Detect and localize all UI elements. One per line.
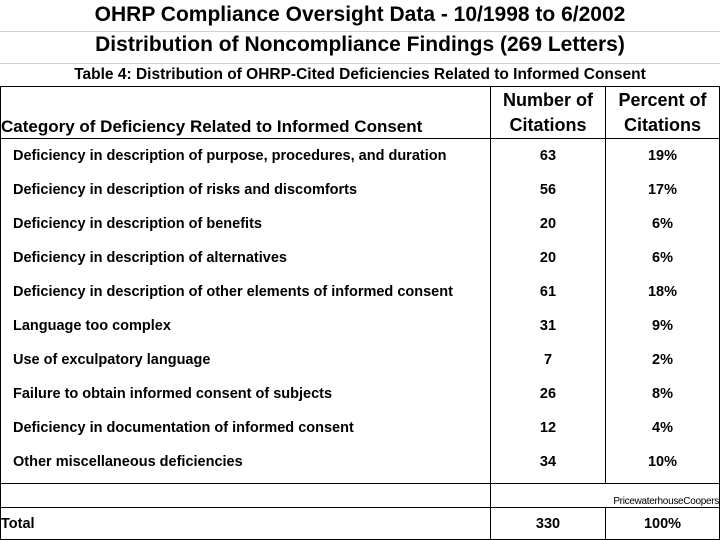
row-number: 31 <box>539 318 557 334</box>
table-header-row <box>1 87 720 139</box>
row-category: Deficiency in description of alternatives <box>13 250 287 266</box>
row-percent: 6% <box>652 216 673 232</box>
row-category: Use of exculpatory language <box>13 352 211 368</box>
source-credit: PricewaterhouseCoopers <box>491 484 720 508</box>
footnote-row <box>1 484 720 508</box>
header-number-line2: Citations <box>509 114 587 135</box>
total-number: 330 <box>491 508 606 540</box>
header-number-line1: Number of <box>503 89 593 110</box>
number-column <box>491 139 606 484</box>
row-percent: 18% <box>647 284 678 300</box>
total-label: Total <box>1 508 491 540</box>
row-percent: 19% <box>647 148 678 164</box>
row-number: 61 <box>539 284 557 300</box>
row-number: 26 <box>539 386 557 402</box>
row-number: 20 <box>539 216 557 232</box>
row-number: 56 <box>539 182 557 198</box>
row-category: Language too complex <box>13 318 171 334</box>
row-category: Deficiency in description of risks and discomforts <box>13 182 358 198</box>
row-number: 7 <box>543 352 553 368</box>
titles <box>0 0 720 86</box>
row-percent: 6% <box>652 250 673 266</box>
percent-column <box>606 139 720 484</box>
row-category: Deficiency in documentation of informed consent <box>13 420 354 436</box>
table-caption: Table 4: Distribution of OHRP-Cited Deficiencies Related to Informed Consent <box>74 66 646 83</box>
header-category: Category of Deficiency Related to Informed Consent <box>1 87 491 139</box>
header-percent <box>606 87 720 139</box>
row-percent: 9% <box>652 318 673 334</box>
row-category: Failure to obtain informed consent of subjects <box>13 386 333 402</box>
row-number: 12 <box>539 420 557 436</box>
row-category: Deficiency in description of other elements of informed consent <box>13 284 453 300</box>
row-number: 20 <box>539 250 557 266</box>
page-subtitle: Distribution of Noncompliance Findings (269 Letters) <box>0 32 720 64</box>
row-category: Deficiency in description of purpose, procedures, and duration <box>13 148 447 164</box>
row-percent: 4% <box>652 420 673 436</box>
row-number: 34 <box>539 454 557 470</box>
row-percent: 8% <box>652 386 673 402</box>
deficiency-table <box>0 86 720 540</box>
header-percent-line2: Citations <box>623 114 701 135</box>
total-row <box>1 508 720 540</box>
total-percent: 100% <box>606 508 720 540</box>
row-number: 63 <box>539 148 557 164</box>
table-body-row <box>1 139 720 484</box>
row-category: Deficiency in description of benefits <box>13 216 262 232</box>
row-percent: 2% <box>652 352 673 368</box>
row-percent: 10% <box>647 454 678 470</box>
page-title: OHRP Compliance Oversight Data - 10/1998 to 6/2002 <box>0 0 720 32</box>
category-column <box>1 139 491 484</box>
row-percent: 17% <box>647 182 678 198</box>
footnote-blank-cell <box>1 484 491 508</box>
row-category: Other miscellaneous deficiencies <box>13 454 243 470</box>
header-percent-line1: Percent of <box>618 89 707 110</box>
header-number <box>491 87 606 139</box>
